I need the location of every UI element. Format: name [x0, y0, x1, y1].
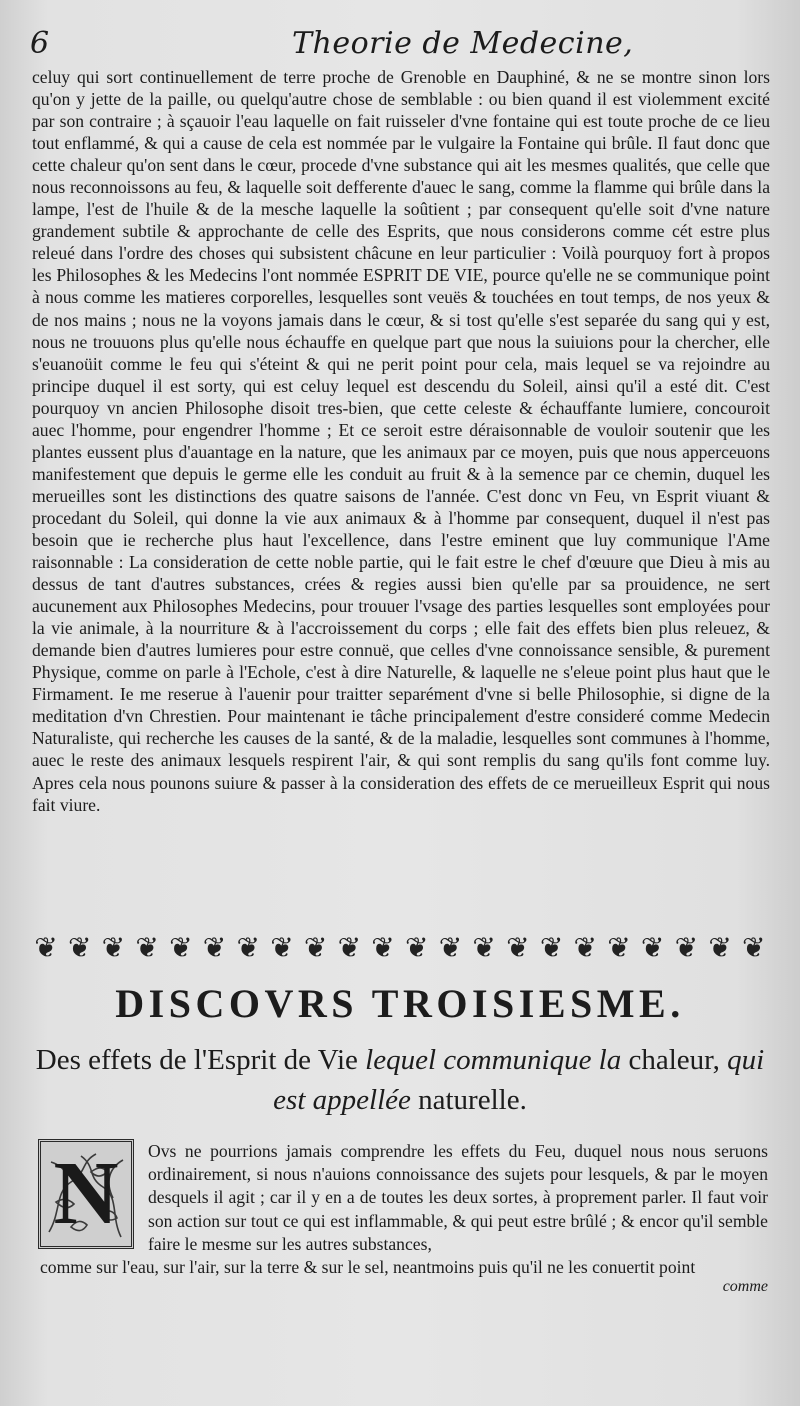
fleuron-icon: ❦: [371, 930, 395, 964]
decorated-initial: [38, 1139, 134, 1249]
running-head: Theorie de Medecine,: [292, 26, 634, 61]
fleuron-icon: ❦: [405, 930, 429, 964]
subtitle-part: Des effets de l'Esprit de Vie: [35, 1044, 366, 1076]
subtitle-part: naturelle.: [418, 1084, 527, 1116]
fleuron-icon: ❦: [607, 930, 631, 964]
subtitle-part-italic: qui est appellée: [273, 1044, 765, 1116]
fleuron-icon: ❦: [674, 930, 699, 964]
opening-text-beside-initial: Ovs ne pourrions jamais comprendre les effets du Feu, duquel nous nous seruons ordinairement, si nous n'auions connoissance des sujets pour lesquels, & par le moyen desquels il agit ; car il y en a de toutes les deux sortes, à proprement parler. Il faut voir son action sur tout ce qui est inflammable, & qui peut estre brûlé ; & encor qu'il semble faire le mesme sur les autres substances,: [148, 1141, 768, 1254]
fleuron-icon: ❦: [202, 930, 227, 964]
fleuron-icon: ❦: [101, 930, 126, 964]
page-number: 6: [30, 26, 50, 61]
page-header: [30, 22, 772, 66]
subtitle-part: chaleur,: [628, 1044, 728, 1076]
fleuron-icon: ❦: [67, 930, 92, 964]
body-text: [32, 66, 770, 816]
drop-cap-letter: N: [53, 1144, 119, 1243]
fleuron-icon: ❦: [135, 930, 159, 964]
fleuron-icon: ❦: [539, 930, 564, 964]
fleuron-icon: ❦: [270, 930, 294, 964]
fleuron-icon: ❦: [640, 930, 665, 964]
fleuron-icon: ❦: [742, 930, 766, 964]
fleuron-ornament-band: [30, 925, 770, 969]
catchword: comme: [722, 1278, 768, 1295]
body-paragraph: celuy qui sort continuellement de terre proche de Grenoble en Dauphiné, & ne se montre sinon lors qu'on y jette de la paille, ou quelqu'autre chose de semblable : ou bien quand il est violemment excité par son contraire ; à sçauoir l'eau laquelle on fait ruisseler d'vne fontaine qui est toute proche de ce lieu tout enflammé, & qui a cause de cela est nommée par le vulgaire la Fontaine qui brûle. Il faut donc que cette chaleur qu'on sent dans le cœur, procede d'vne substance qui ait les mesmes qualités, que celle que nous reconnoissons au feu, & laquelle soit defferente d'auec le sang, comme la flamme qui brûle dans la lampe, l'est de l'huile & de la mesche laquelle la soûtient ; par consequent qu'elle soit d'vne nature grandement subtile & approchante de celle des Esprits, que nous considerons comme cét estre plus releué dans l'ordre des choses qui subsistent châcune en leur particulier : Voilà pourquoy fort à propos les Philosophes & les Medecins l'ont nommée ESPRIT DE VIE, pource qu'elle ne se communique point à nous comme les matieres corporelles, lesquelles sont veuës & touchées en tout temps, de nos yeux & de nos mains ; nous ne la voyons jamais dans le cœur, & si tost qu'elle s'est separée du sang qui y est, nous ne trouuons plus qu'elle nous échauffe en quelque part que nous la suiuions pour la chercher, elle s'euanoüit comme le feu qui s'éteint & qui ne perit point pour cela, mais lequel se va rejoindre au principe duquel il est sorty, qui est celuy lequel est descendu du Soleil, ainsi qu'il a esté dit. C'est pourquoy vn ancien Philosophe disoit tres-bien, que cette celeste & échauffante lumiere, concouroit auec l'homme, pour engendrer l'homme ; Et ce seroit estre déraisonnable de vouloir soutenir que les plantes eussent plus d'auantage en la nature, que les animaux par ce moyen, puis que nous apperceuons manifestement que depuis le germe elle les conduit au fruit & à la semence par ce chemin, duquel les merueilles sont les distinctions des quatre saisons de l'année. C'est donc vn Feu, vn Esprit viuant & procedant du Soleil, qui donne la vie aux animaux & à l'homme par consequent, duquel il n'est pas besoin que ie recherche plus haut l'excellence, dans l'estre eminent que luy communique l'Ame raisonnable : La consideration de cette noble partie, qui le fait estre le chef d'œuure que Dieu à mis au dessus de tant d'autres substances, crées & regies aussi bien qu'elle par sa prouidence, ne sert aucunement aux Philosophes Medecins, pour trouuer l'vsage des parties lesquelles sont employées pour la vie animale, à la nourriture & à l'accroissement du corps ; elle fait des effets bien plus releuez, & demande bien d'autres lumieres pour estre connuë, que celles d'vne connoissance sensible, & purement Physique, comme on parle à l'Echole, c'est à dire Naturelle, & laquelle ne s'eleue point plus haut que le Firmament. Ie me reserue à l'auenir pour traitter separément d'vne si belle Philosophie, si digne de la meditation d'vn Chrestien. Pour maintenant ie tâche principalement d'estre consideré comme Medecin Naturaliste, qui recherche les causes de la santé, & de la maladie, lesquelles sont communes à l'homme, auec le reste des animaux lesquels respirent l'air, & qui sont remplis du sang qu'ils font comme luy. Apres cela nous pounons suiure & passer à la consideration des effets de ce merueilleux Esprit qui nous fait viure.: [32, 67, 770, 815]
chapter-title: DISCOVRS TROISIESME.: [115, 981, 685, 1026]
fleuron-icon: ❦: [506, 930, 530, 964]
subtitle-part-italic: lequel communique la: [365, 1044, 629, 1076]
fleuron-icon: ❦: [236, 930, 260, 964]
fleuron-icon: ❦: [337, 930, 362, 964]
fleuron-icon: ❦: [34, 930, 58, 964]
fleuron-icon: ❦: [708, 930, 732, 964]
fleuron-icon: ❦: [472, 930, 496, 964]
chapter-subtitle: [30, 1040, 770, 1120]
fleuron-icon: ❦: [438, 930, 463, 964]
fleuron-icon: ❦: [303, 930, 328, 964]
fleuron-icon: ❦: [169, 930, 193, 964]
fleuron-icon: ❦: [573, 930, 597, 964]
opening-text-full-width: comme sur l'eau, sur l'air, sur la terre & sur le sel, neantmoins puis qu'il ne les conuertit point: [40, 1257, 696, 1277]
